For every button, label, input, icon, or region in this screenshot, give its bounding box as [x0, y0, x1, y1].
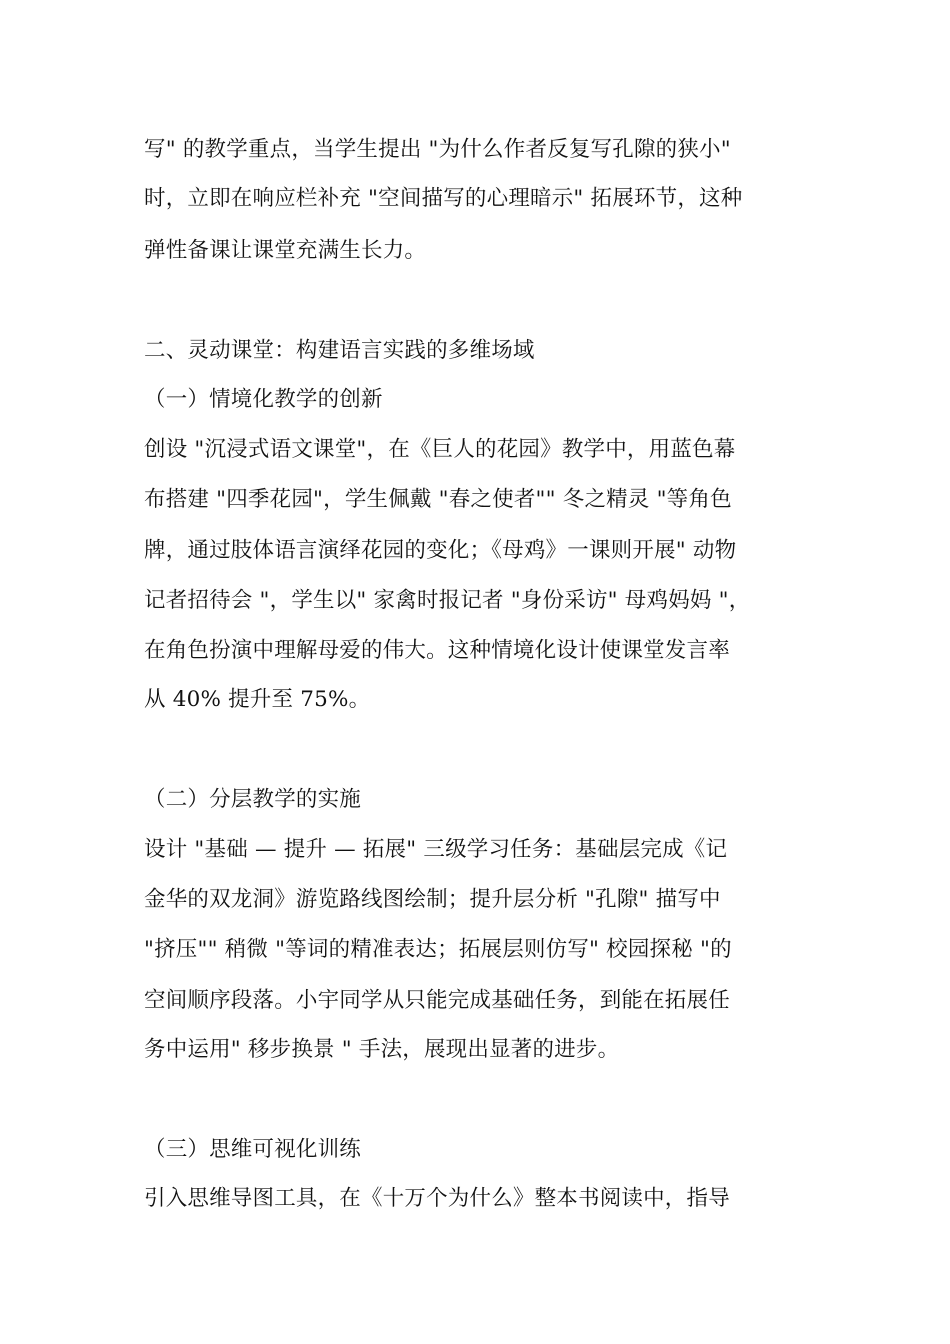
paragraph-line: 空间顺序段落。小宇同学从只能完成基础任务，到能在拓展任 [144, 988, 730, 1013]
subsection-heading: （三）思维可视化训练 [144, 1137, 362, 1162]
paragraph-line: 弹性备课让课堂充满生长力。 [144, 238, 427, 263]
paragraph-line: 设计 "基础 — 提升 — 拓展" 三级学习任务：基础层完成《记 [144, 837, 728, 862]
paragraph-line: 从 40% 提升至 75%。 [144, 687, 371, 712]
paragraph-line: 在角色扮演中理解母爱的伟大。这种情境化设计使课堂发言率 [144, 638, 730, 663]
subsection-heading: （二）分层教学的实施 [144, 787, 362, 812]
paragraph-line: 时，立即在响应栏补充 "空间描写的心理暗示" 拓展环节，这种 [144, 186, 743, 211]
subsection-heading: （一）情境化教学的创新 [144, 387, 383, 412]
section-heading: 二、灵动课堂：构建语言实践的多维场域 [144, 338, 535, 363]
paragraph-line: 写" 的教学重点，当学生提出 "为什么作者反复写孔隙的狭小" [144, 137, 731, 162]
paragraph-line: 布搭建 "四季花园"，学生佩戴 "春之使者"" 冬之精灵 "等角色 [144, 487, 732, 512]
paragraph-line: "挤压"" 稍微 "等词的精准表达；拓展层则仿写" 校园探秘 "的 [144, 937, 732, 962]
paragraph-line: 引入思维导图工具，在《十万个为什么》整本书阅读中，指导 [144, 1186, 730, 1211]
paragraph-line: 务中运用" 移步换景 " 手法，展现出显著的进步。 [144, 1037, 620, 1062]
paragraph-line: 创设 "沉浸式语文课堂"，在《巨人的花园》教学中，用蓝色幕 [144, 437, 736, 462]
paragraph-line: 牌，通过肢体语言演绎花园的变化；《母鸡》一课则开展" 动物 [144, 538, 737, 563]
paragraph-line: 金华的双龙洞》游览路线图绘制；提升层分析 "孔隙" 描写中 [144, 887, 721, 912]
paragraph-line: 记者招待会 "，学生以" 家禽时报记者 "身份采访" 母鸡妈妈 "， [144, 588, 751, 613]
